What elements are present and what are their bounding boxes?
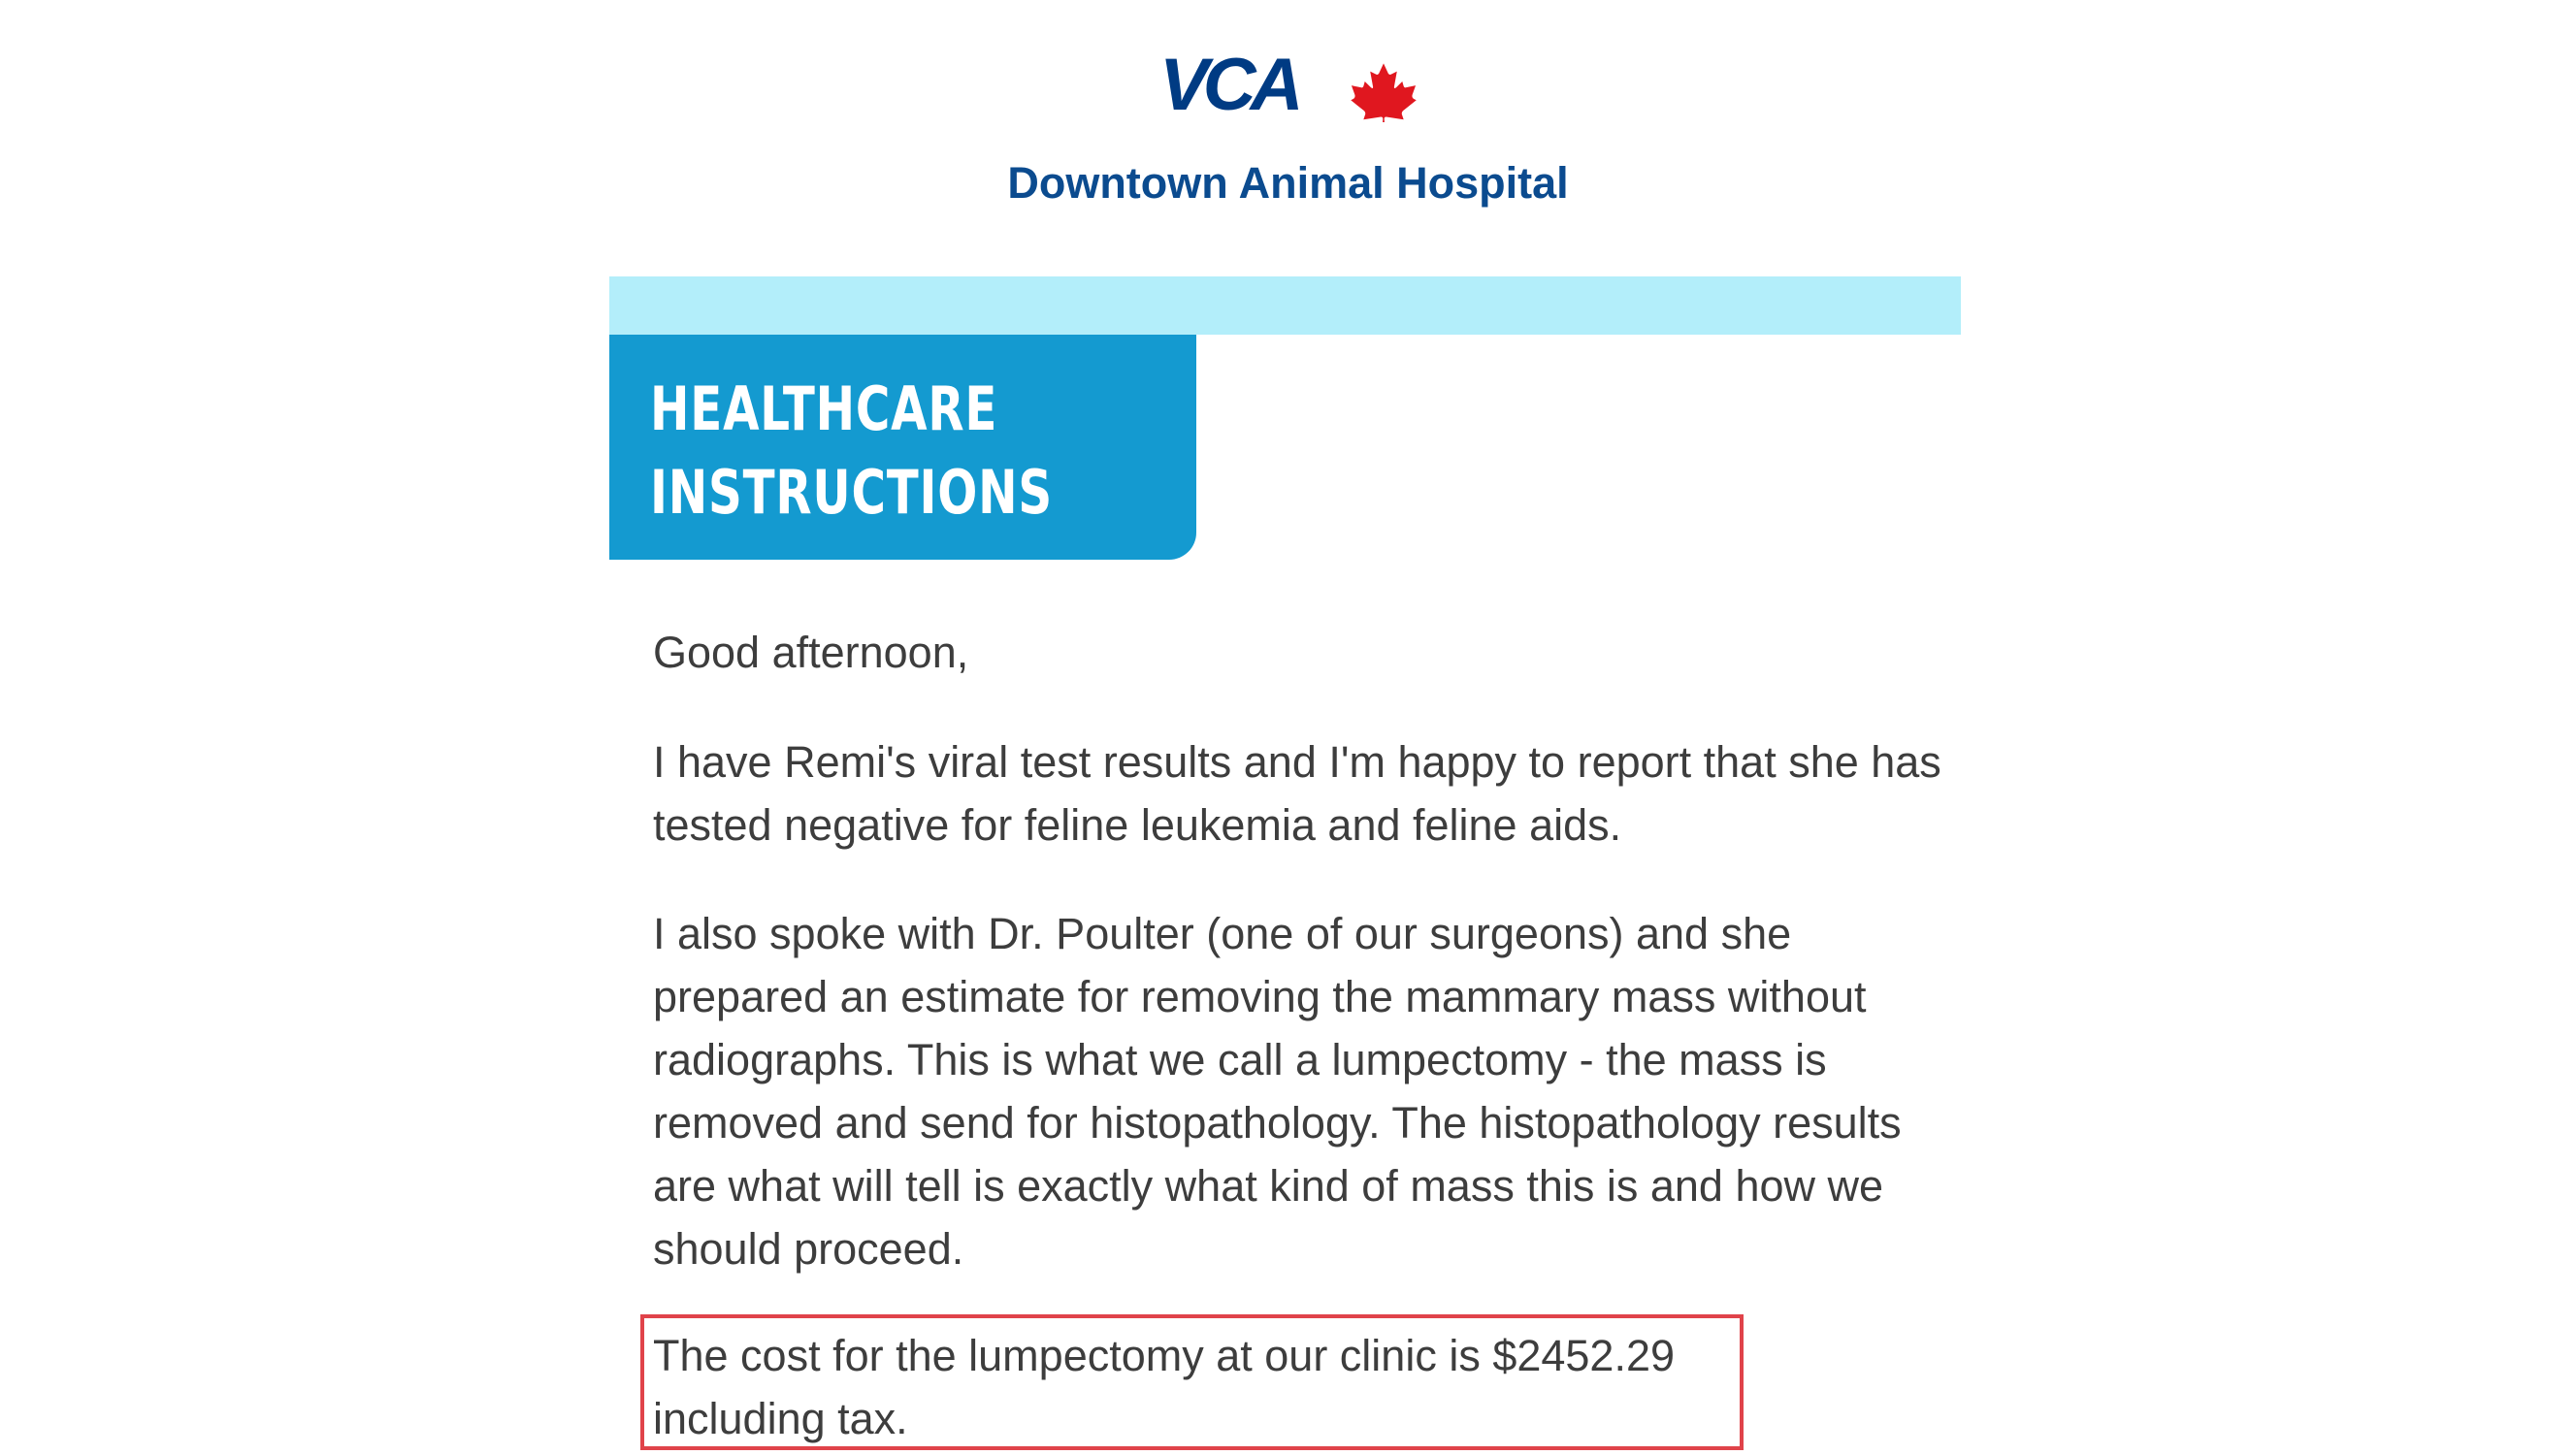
test-results-paragraph: I have Remi's viral test results and I'm happy to report that she has tested negative for feline leukemia and feline aids. — [653, 737, 1941, 850]
vca-logo — [1159, 44, 1421, 126]
greeting-text: Good afternoon, — [653, 628, 969, 677]
cost-highlight-box — [640, 1314, 1744, 1450]
decorative-band — [609, 276, 1961, 335]
email-header — [0, 0, 2576, 233]
logo-text: VCA — [1159, 44, 1298, 126]
hospital-name: Downtown Animal Hospital — [1007, 158, 1569, 208]
cost-paragraph: The cost for the lumpectomy at our clinic is $2452.29 including tax. — [653, 1331, 1676, 1443]
maple-leaf-icon — [1350, 62, 1418, 122]
healthcare-instructions-banner — [609, 335, 1196, 560]
banner-title: HEALTHCARE INSTRUCTIONS — [650, 373, 1054, 528]
estimate-paragraph: I also spoke with Dr. Poulter (one of our surgeons) and she prepared an estimate for removing the mammary mass without radiographs. This is what we call a lumpectomy - the mass is removed and send for histopathology. The histopathology results are what will tell is exactly what kind of mass this is and how we should proceed. — [653, 909, 1902, 1274]
